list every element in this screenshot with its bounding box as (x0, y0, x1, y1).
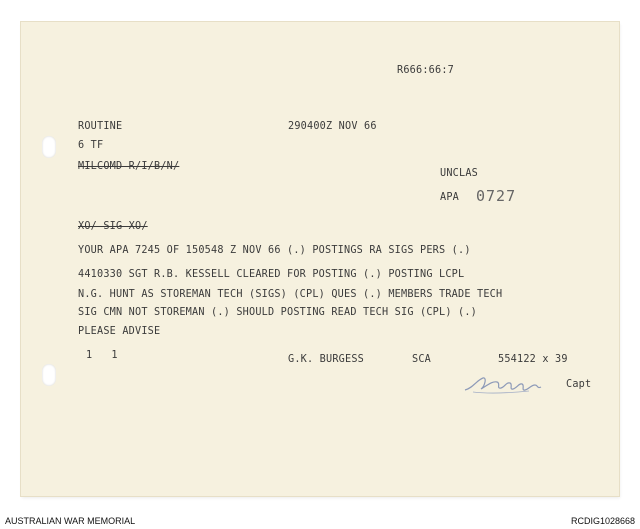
serial-number: 0727 (476, 187, 517, 205)
from-unit: 6 TF (78, 140, 104, 151)
body-line-1: YOUR APA 7245 OF 150548 Z NOV 66 (.) POSTINGS RA SIGS PERS (.) (78, 245, 471, 256)
originator-name: G.K. BURGESS (288, 354, 365, 365)
serial-prefix: APA (440, 192, 460, 203)
page-count: 1 1 (86, 350, 118, 361)
originator-phone: 554122 x 39 (498, 354, 568, 365)
sig-line-struck: XO/ SIG XO/ (78, 221, 148, 232)
punch-hole-top (42, 136, 56, 158)
body-line-4: SIG CMN NOT STOREMAN (.) SHOULD POSTING READ TECH SIG (CPL) (.) (78, 307, 478, 318)
originator-unit: SCA (412, 354, 432, 365)
message-form (21, 22, 619, 496)
precedence: ROUTINE (78, 121, 123, 132)
body-line-3: N.G. HUNT AS STOREMAN TECH (SIGS) (CPL) QUES (.) MEMBERS TRADE TECH (78, 289, 503, 300)
addressee-struck: MILCOMD R/I/B/N/ (78, 161, 180, 172)
handwritten-signature (463, 372, 543, 398)
footer-archive-name: AUSTRALIAN WAR MEMORIAL (5, 516, 136, 526)
date-time-group: 290400Z NOV 66 (288, 121, 377, 132)
body-line-5: PLEASE ADVISE (78, 326, 161, 337)
classification: UNCLAS (440, 168, 479, 179)
body-line-2: 4410330 SGT R.B. KESSELL CLEARED FOR POSTING (.) POSTING LCPL (78, 269, 465, 280)
footer-record-id: RCDIG1028668 (570, 516, 635, 526)
message-reference: R666:66:7 (397, 65, 455, 76)
originator-rank: Capt (566, 379, 592, 390)
punch-hole-bottom (42, 364, 56, 386)
